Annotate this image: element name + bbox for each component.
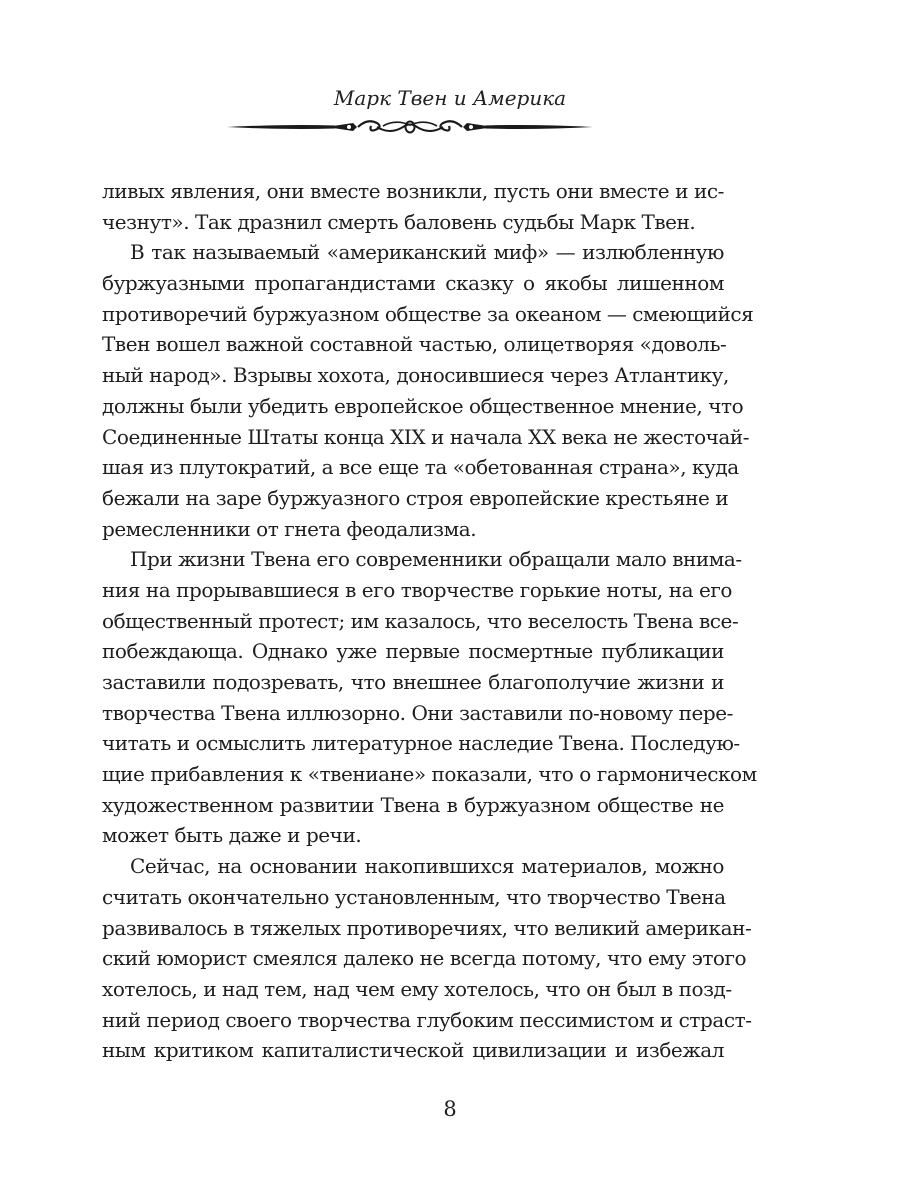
text-line: ным критиком капиталистической цивилизации и избежал bbox=[102, 1038, 724, 1063]
flourish-divider-icon bbox=[225, 113, 595, 141]
text-line: Сейчас, на основании накопившихся материалов, можно bbox=[130, 854, 724, 879]
text-line: шая из плутократий, а все еще та «обетованная страна», куда bbox=[102, 455, 739, 480]
text-line: При жизни Твена его современники обращали мало внима- bbox=[130, 547, 742, 572]
text-line: развивалось в тяжелых противоречиях, что великий американ- bbox=[102, 915, 752, 940]
text-line: ремесленники от гнета феодализма. bbox=[102, 516, 477, 541]
text-line: ный народ». Взрывы хохота, доносившиеся через Атлантику, bbox=[102, 363, 729, 388]
text-line: заставили подозревать, что внешнее благополучие жизни и bbox=[102, 670, 724, 694]
body-text bbox=[102, 176, 757, 1066]
page-number: 8 bbox=[443, 1097, 457, 1121]
text-line: ливых явления, они вместе возникли, пусть они вместе и ис- bbox=[102, 179, 724, 203]
text-line: ний период своего творчества глубоким пессимистом и страст- bbox=[102, 1007, 752, 1032]
text-line: бежали на заре буржуазного строя европейские крестьяне и bbox=[102, 485, 729, 510]
text-line: буржуазными пропагандистами сказку о якобы лишенном bbox=[102, 271, 724, 296]
text-line: ния на прорывавшиеся в его творчестве горькие ноты, на его bbox=[102, 577, 732, 602]
text-line: В так называемый «американский миф» — излюбленную bbox=[130, 240, 724, 265]
text-line: Твен вошел важной составной частью, олицетворяя «доволь- bbox=[102, 332, 727, 357]
text-line: хотелось, и над тем, над чем ему хотелось, что он был в позд- bbox=[102, 976, 732, 1001]
text-line: творчества Твена иллюзорно. Они заставили по-новому пере- bbox=[102, 700, 733, 725]
text-line: побеждающа. Однако уже первые посмертные публикации bbox=[102, 639, 724, 664]
text-line: ский юморист смеялся далеко не всегда потому, что ему этого bbox=[102, 946, 747, 971]
text-line: общественный протест; им казалось, что веселость Твена все- bbox=[102, 608, 739, 633]
text-line: должны были убедить европейское общественное мнение, что bbox=[102, 393, 744, 418]
text-line: чезнут». Так дразнил смерть баловень судьбы Марк Твен. bbox=[102, 209, 696, 234]
text-line: считать окончательно установленным, что творчество Твена bbox=[102, 884, 726, 909]
text-line: читать и осмыслить литературное наследие Твена. Последую- bbox=[102, 731, 740, 756]
text-line: противоречий буржуазном обществе за океаном — смеющийся bbox=[102, 301, 754, 326]
text-line: может быть даже и речи. bbox=[102, 823, 362, 848]
text-line: щие прибавления к «твениане» показали, что о гармоническом bbox=[102, 762, 757, 787]
text-line: художественном развитии Твена в буржуазном обществе не bbox=[102, 792, 724, 817]
running-title: Марк Твен и Америка bbox=[333, 86, 567, 110]
text-line: Соединенные Штаты конца XIX и начала XX века не жесточай- bbox=[102, 424, 750, 449]
